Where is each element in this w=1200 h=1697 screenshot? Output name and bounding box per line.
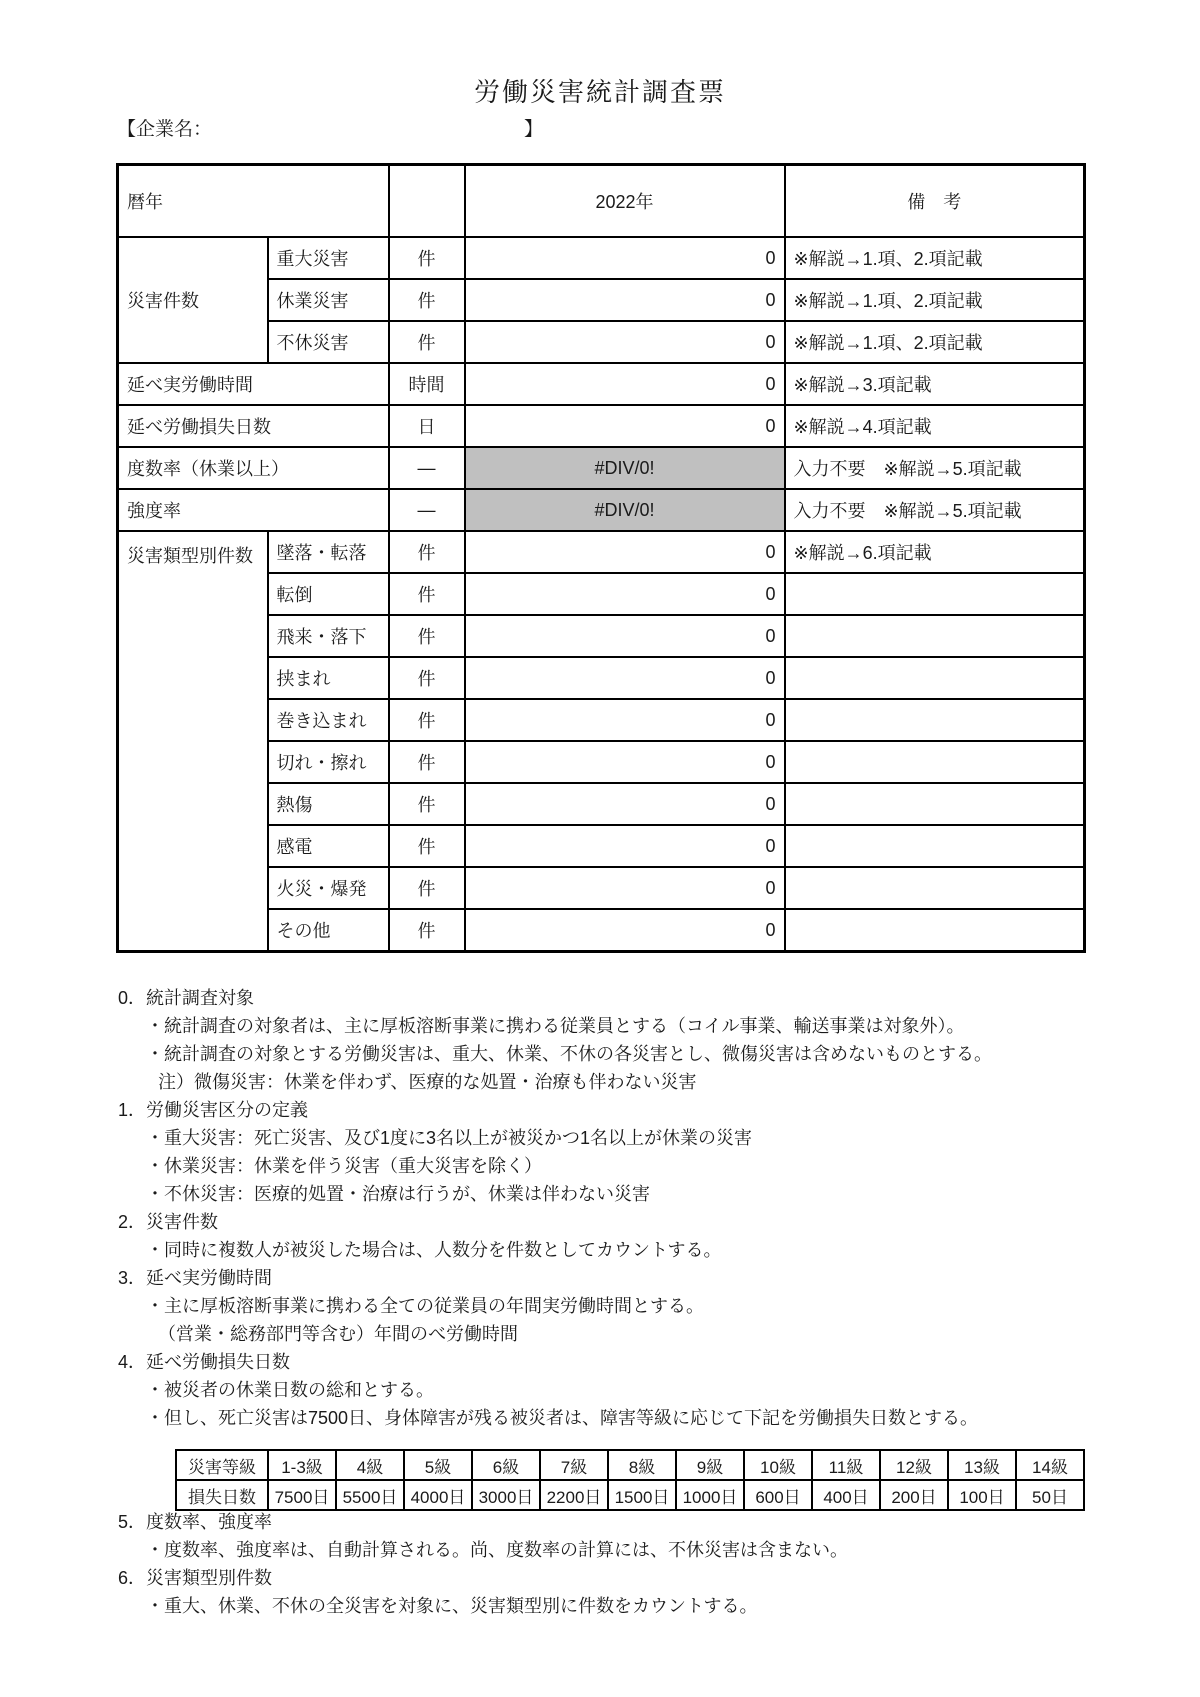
note-line: ・不休災害：医療的処置・治療は行うが、休業は伴わない災害 [146, 1184, 650, 1204]
row-label: 休業災害 [268, 279, 389, 321]
row-label: その他 [268, 909, 389, 952]
grade-cell: 7級 [540, 1450, 608, 1480]
value-cell[interactable]: 0 [465, 405, 785, 447]
grade-cell: 14級 [1016, 1450, 1084, 1480]
remark-cell: 入力不要 ※解説→5.項記載 [785, 489, 1085, 531]
days-cell: 7500日 [268, 1480, 336, 1510]
note-line: ・但し、死亡災害は7500日、身体障害が残る被災者は、障害等級に応じて下記を労働損失日数とする。 [146, 1408, 979, 1428]
grade-cell: 8級 [608, 1450, 676, 1480]
loss-days-table [175, 1449, 1085, 1511]
row-label: 延べ労働損失日数 [118, 405, 389, 447]
grade-row-label: 災害等級 [176, 1450, 268, 1480]
unit-cell: 件 [389, 573, 465, 615]
value-cell[interactable]: 0 [465, 363, 785, 405]
unit-cell: 件 [389, 909, 465, 952]
grade-cell: 12級 [880, 1450, 948, 1480]
calendar-year-header: 暦年 [118, 165, 389, 238]
note-line: ・被災者の休業日数の総和とする。 [146, 1380, 434, 1400]
remark-cell [785, 825, 1085, 867]
remark-cell [785, 909, 1085, 952]
remark-cell: ※解説→1.項、2.項記載 [785, 321, 1085, 363]
unit-cell: ― [389, 489, 465, 531]
note-line: ・重大災害：死亡災害、及び1度に3名以上が被災かつ1名以上が休業の災害 [146, 1128, 753, 1148]
row-label: 強度率 [118, 489, 389, 531]
notes-section-lower [118, 1508, 848, 1620]
unit-cell: 日 [389, 405, 465, 447]
remark-cell: ※解説→1.項、2.項記載 [785, 237, 1085, 279]
table-row [118, 531, 1085, 573]
note-line: 2．災害件数 [118, 1212, 219, 1232]
value-cell[interactable]: 0 [465, 573, 785, 615]
value-cell-error: #DIV/0! [465, 489, 785, 531]
days-cell: 5500日 [336, 1480, 404, 1510]
row-label: 火災・爆発 [268, 867, 389, 909]
statistics-table [116, 163, 1086, 953]
remark-cell [785, 741, 1085, 783]
days-cell: 3000日 [472, 1480, 540, 1510]
remark-cell [785, 699, 1085, 741]
unit-cell: 件 [389, 531, 465, 573]
unit-cell: 件 [389, 741, 465, 783]
value-cell[interactable]: 0 [465, 531, 785, 573]
unit-cell: 件 [389, 657, 465, 699]
value-cell[interactable]: 0 [465, 321, 785, 363]
note-line: 4．延べ労働損失日数 [118, 1352, 291, 1372]
unit-cell: 件 [389, 825, 465, 867]
value-cell[interactable]: 0 [465, 783, 785, 825]
unit-cell: 件 [389, 699, 465, 741]
row-label: 切れ・擦れ [268, 741, 389, 783]
loss-days-row [176, 1480, 1084, 1510]
unit-cell: 件 [389, 279, 465, 321]
unit-cell: 時間 [389, 363, 465, 405]
unit-cell: ― [389, 447, 465, 489]
value-cell[interactable]: 0 [465, 909, 785, 952]
unit-cell: 件 [389, 615, 465, 657]
remark-cell: ※解説→3.項記載 [785, 363, 1085, 405]
unit-cell: 件 [389, 783, 465, 825]
grade-cell: 10級 [744, 1450, 812, 1480]
value-cell[interactable]: 0 [465, 279, 785, 321]
days-cell: 50日 [1016, 1480, 1084, 1510]
row-label: 転倒 [268, 573, 389, 615]
row-label: 墜落・転落 [268, 531, 389, 573]
notes-section-upper [118, 984, 992, 1432]
value-cell[interactable]: 0 [465, 699, 785, 741]
row-label: 度数率（休業以上） [118, 447, 389, 489]
days-cell: 4000日 [404, 1480, 472, 1510]
note-line: ・統計調査の対象とする労働災害は、重大、休業、不休の各災害とし、微傷災害は含めないものとする。 [146, 1044, 992, 1064]
remarks-header: 備 考 [785, 165, 1085, 238]
note-line: ・主に厚板溶断事業に携わる全ての従業員の年間実労働時間とする。 [146, 1296, 704, 1316]
note-line: 0．統計調査対象 [118, 988, 255, 1008]
table-row [118, 489, 1085, 531]
note-line: 1．労働災害区分の定義 [118, 1100, 309, 1120]
days-cell: 1500日 [608, 1480, 676, 1510]
value-cell[interactable]: 0 [465, 741, 785, 783]
table-row [118, 447, 1085, 489]
company-name-label: 【企業名： [117, 119, 213, 140]
row-label: 飛来・落下 [268, 615, 389, 657]
grade-header-row [176, 1450, 1084, 1480]
grade-cell: 1-3級 [268, 1450, 336, 1480]
note-line: 5．度数率、強度率 [118, 1512, 273, 1532]
unit-cell: 件 [389, 237, 465, 279]
note-line: ・同時に複数人が被災した場合は、人数分を件数としてカウントする。 [146, 1240, 722, 1260]
note-line: 6．災害類型別件数 [118, 1568, 273, 1588]
value-cell[interactable]: 0 [465, 237, 785, 279]
note-line: ・度数率、強度率は、自動計算される。尚、度数率の計算には、不休災害は含まない。 [146, 1540, 848, 1560]
days-cell: 200日 [880, 1480, 948, 1510]
remark-cell [785, 615, 1085, 657]
row-group-label: 災害類型別件数 [118, 531, 268, 952]
row-label: 巻き込まれ [268, 699, 389, 741]
days-cell: 2200日 [540, 1480, 608, 1510]
remark-cell [785, 657, 1085, 699]
remark-cell: ※解説→6.項記載 [785, 531, 1085, 573]
days-cell: 600日 [744, 1480, 812, 1510]
row-group-label: 災害件数 [118, 237, 268, 363]
unit-cell: 件 [389, 321, 465, 363]
grade-cell: 4級 [336, 1450, 404, 1480]
row-label: 感電 [268, 825, 389, 867]
value-cell[interactable]: 0 [465, 615, 785, 657]
unit-header [389, 165, 465, 238]
remark-cell [785, 573, 1085, 615]
row-label: 延べ実労働時間 [118, 363, 389, 405]
table-row [118, 363, 1085, 405]
note-line: ・休業災害：休業を伴う災害（重大災害を除く） [146, 1156, 542, 1176]
value-cell[interactable]: 0 [465, 825, 785, 867]
table-row [118, 405, 1085, 447]
row-label: 熱傷 [268, 783, 389, 825]
grade-cell: 6級 [472, 1450, 540, 1480]
remark-cell: ※解説→4.項記載 [785, 405, 1085, 447]
days-cell: 400日 [812, 1480, 880, 1510]
remark-cell: 入力不要 ※解説→5.項記載 [785, 447, 1085, 489]
year-header: 2022年 [465, 165, 785, 238]
row-label: 挟まれ [268, 657, 389, 699]
value-cell-error: #DIV/0! [465, 447, 785, 489]
value-cell[interactable]: 0 [465, 867, 785, 909]
value-cell[interactable]: 0 [465, 657, 785, 699]
remark-cell [785, 783, 1085, 825]
company-name-bracket-close: 】 [524, 119, 544, 140]
table-header-row [118, 165, 1085, 238]
note-line: （営業・総務部門等含む）年間のべ労働時間 [158, 1324, 518, 1344]
unit-cell: 件 [389, 867, 465, 909]
note-line: 3．延べ実労働時間 [118, 1268, 273, 1288]
page-title: 労働災害統計調査票 [473, 77, 726, 107]
remark-cell [785, 867, 1085, 909]
table-row [118, 237, 1085, 279]
loss-days-row-label: 損失日数 [176, 1480, 268, 1510]
grade-cell: 9級 [676, 1450, 744, 1480]
grade-cell: 5級 [404, 1450, 472, 1480]
grade-cell: 11級 [812, 1450, 880, 1480]
remark-cell: ※解説→1.項、2.項記載 [785, 279, 1085, 321]
note-line: ・統計調査の対象者は、主に厚板溶断事業に携わる従業員とする（コイル事業、輸送事業は対象外）。 [146, 1016, 965, 1036]
note-line: ・重大、休業、不休の全災害を対象に、災害類型別に件数をカウントする。 [146, 1596, 758, 1616]
days-cell: 1000日 [676, 1480, 744, 1510]
row-label: 重大災害 [268, 237, 389, 279]
row-label: 不休災害 [268, 321, 389, 363]
note-line: 注）微傷災害：休業を伴わず、医療的な処置・治療も伴わない災害 [158, 1072, 697, 1092]
grade-cell: 13級 [948, 1450, 1016, 1480]
days-cell: 100日 [948, 1480, 1016, 1510]
